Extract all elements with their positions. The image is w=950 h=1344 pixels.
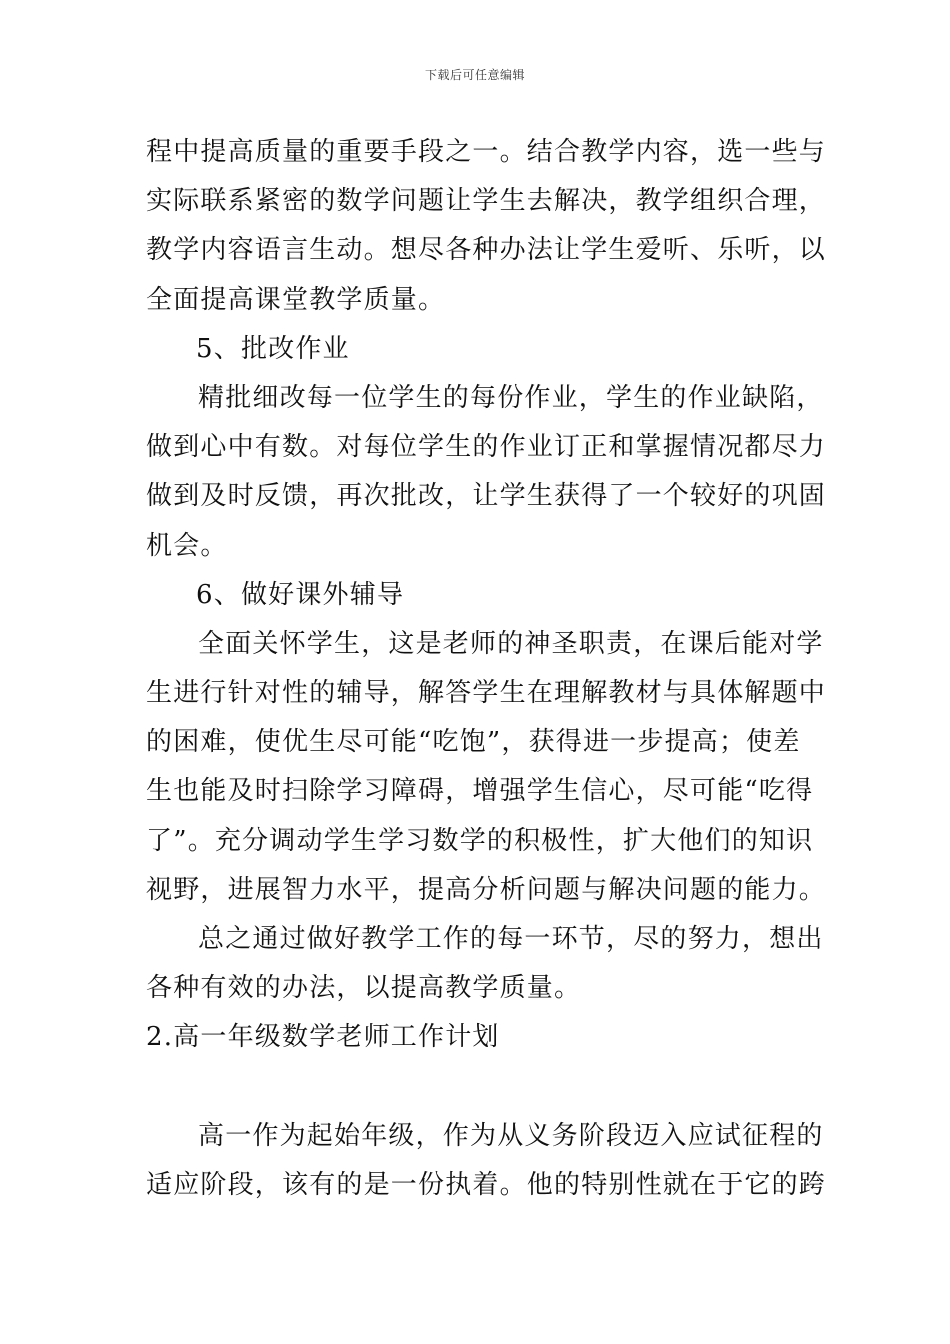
- paragraph-line: 全面提高课堂教学质量。: [146, 284, 446, 315]
- paragraph-line: 总之通过做好教学工作的每一环节，尽的努力，想出: [198, 924, 824, 954]
- paragraph-line: 的困难，使优生尽可能“吃饱”，获得进一步提高；使差: [146, 727, 801, 758]
- paragraph-line: 生也能及时扫除学习障碍，增强学生信心，尽可能“吃得: [146, 776, 814, 807]
- paragraph-line: 生进行针对性的辅导，解答学生在理解教材与具体解题中: [146, 678, 827, 709]
- paragraph-line: 适应阶段，该有的是一份执着。他的特别性就在于它的跨: [146, 1169, 827, 1200]
- paragraph-line: 做到心中有数。对每位学生的作业订正和掌握情况都尽力: [146, 432, 827, 463]
- paragraph-line: 教学内容语言生动。想尽各种办法让学生爱听、乐听，以: [146, 235, 827, 266]
- paragraph-line: 高一作为起始年级，作为从义务阶段迈入应试征程的: [198, 1120, 824, 1151]
- paragraph-line: 机会。: [146, 530, 228, 561]
- paragraph-line: 视野，进展智力水平，提高分析问题与解决问题的能力。: [146, 874, 827, 905]
- paragraph-line: 各种有效的办法，以提高教学质量。: [146, 973, 582, 1004]
- section-heading-tutoring: 6、做好课外辅导: [196, 579, 405, 610]
- paragraph-line: 精批细改每一位学生的每份作业，学生的作业缺陷，: [198, 382, 824, 413]
- document-body: [146, 128, 827, 1210]
- section-heading-grading: 5、批改作业: [196, 333, 350, 364]
- paragraph-line: 了”。充分调动学生学习数学的积极性，扩大他们的知识: [146, 825, 814, 856]
- section-title-plan: 2.高一年级数学老师工作计划: [146, 1022, 500, 1053]
- paragraph-line: 程中提高质量的重要手段之一。结合教学内容，选一些与: [146, 137, 827, 167]
- paragraph-line: 全面关怀学生，这是老师的神圣职责，在课后能对学: [198, 628, 824, 659]
- paragraph-line: 做到及时反馈，再次批改，让学生获得了一个较好的巩固: [146, 481, 827, 512]
- paragraph-line: 实际联系紧密的数学问题让学生去解决，教学组织合理，: [146, 186, 827, 217]
- blank-line: [146, 1063, 806, 1112]
- header-note: 下载后可任意编辑: [424, 68, 525, 82]
